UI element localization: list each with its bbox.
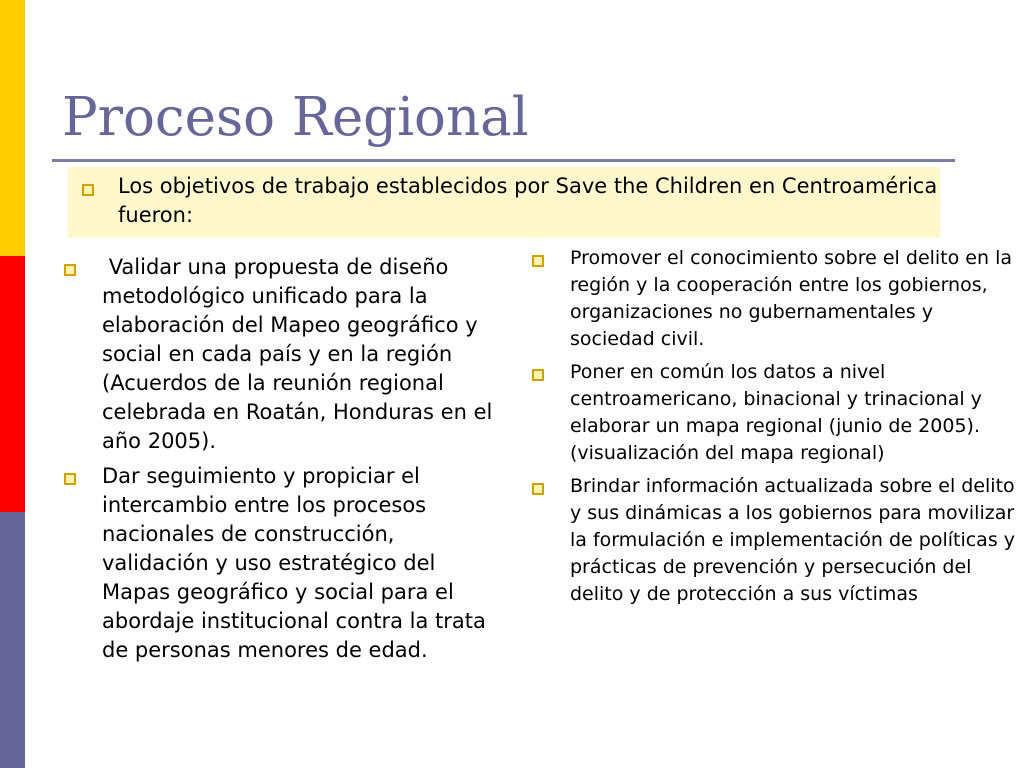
list-item <box>528 245 1018 353</box>
square-bullet-icon <box>532 255 544 267</box>
intro-text: Los objetivos de trabajo establecidos por Save the Children en Centroamérica fueron: <box>118 174 938 227</box>
title-divider <box>52 159 955 162</box>
list-item-text: Brindar información actualizada sobre el delito y sus dinámicas a los gobiernos para movilizar la formulación e implementación de políticas y prácticas de prevención y persecución del delito y de protección a sus víctimas <box>570 475 1015 605</box>
list-item <box>528 359 1018 467</box>
square-bullet-icon <box>532 369 544 381</box>
square-bullet-icon <box>82 184 94 196</box>
square-bullet-icon <box>64 264 76 276</box>
list-item-text: Promover el conocimiento sobre el delito en la región y la cooperación entre los gobiernos, organizaciones no gubernamentales y sociedad civil. <box>570 247 1012 350</box>
intro-box <box>68 167 940 238</box>
square-bullet-icon <box>532 483 544 495</box>
accent-bar-red <box>0 256 25 512</box>
square-bullet-icon <box>64 473 76 485</box>
list-item <box>528 473 1018 608</box>
slide-title: Proceso Regional <box>62 87 529 148</box>
list-item-text: Dar seguimiento y propiciar el intercambio entre los procesos nacionales de construcción, validación y uso estratégico del Mapas geográfico y social para el abordaje institucional contra la trata de personas menores de edad. <box>102 464 486 662</box>
list-item <box>60 462 500 665</box>
list-item-text: Validar una propuesta de diseño metodológico unificado para la elaboración del Mapeo geográfico y social en cada país y en la región (Acuerdos de la reunión regional celebrada en Roatán, Honduras en el año 2005). <box>102 255 500 453</box>
list-item-text: Poner en común los datos a nivel centroamericano, binacional y trinacional y elaborar un mapa regional (junio de 2005).(visualización del mapa regional) <box>570 361 982 464</box>
accent-bar-yellow <box>0 0 25 256</box>
right-column <box>528 245 1018 614</box>
list-item <box>60 253 500 456</box>
left-column <box>60 253 500 671</box>
accent-bar-blue <box>0 512 25 768</box>
